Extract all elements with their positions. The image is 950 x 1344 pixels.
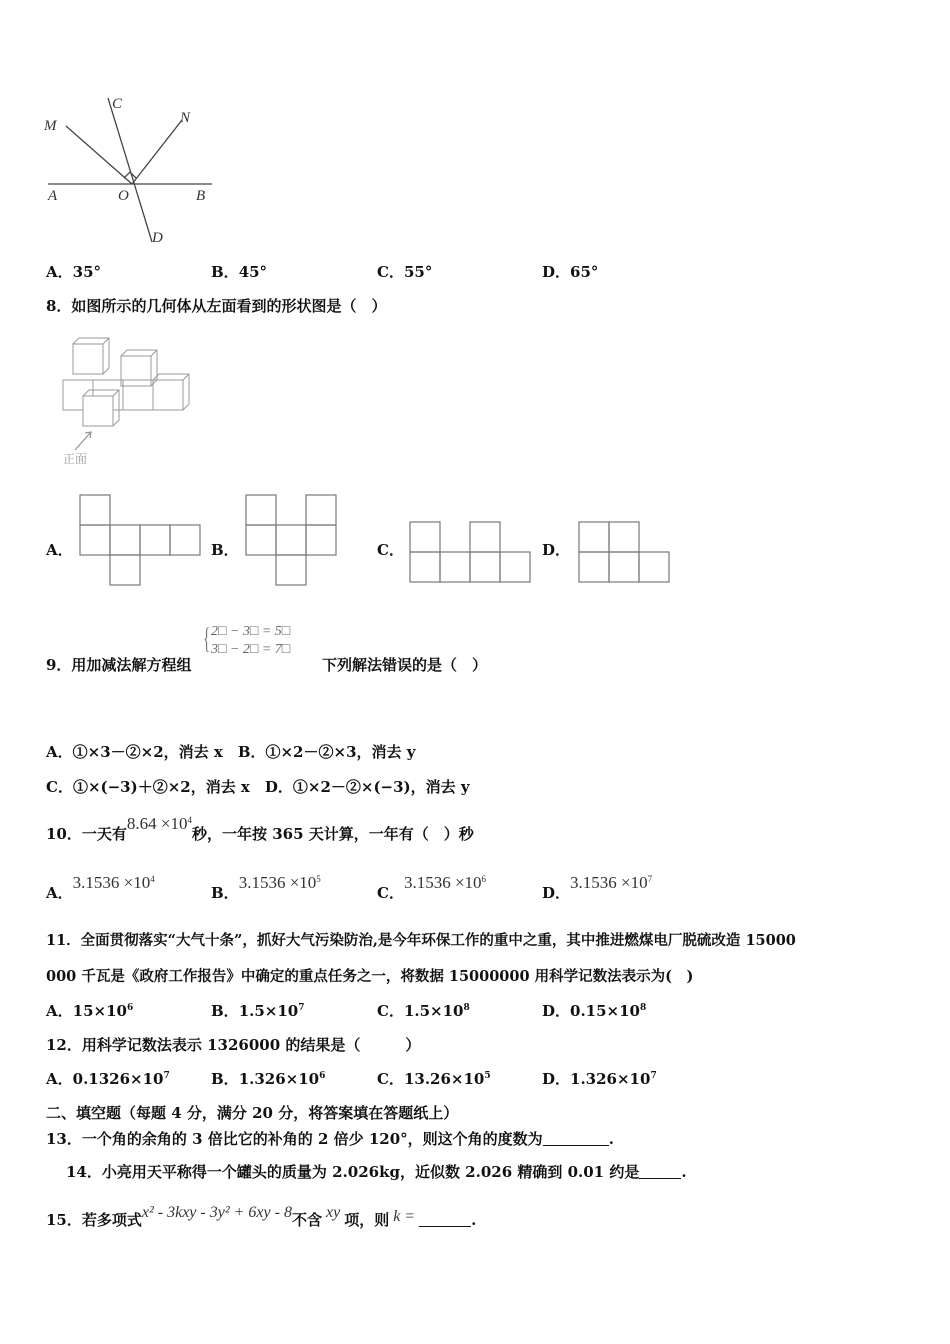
q8-option-a-label[interactable]: A． bbox=[46, 541, 73, 559]
q10-option-a[interactable] bbox=[46, 873, 155, 903]
q11-option-b[interactable] bbox=[211, 1000, 305, 1021]
option-base: 15×10 bbox=[72, 1002, 127, 1020]
option-letter: A． bbox=[46, 1070, 73, 1088]
q8-option-a-figure[interactable] bbox=[78, 493, 202, 589]
option-letter: D． bbox=[542, 1002, 571, 1020]
option-text: 65° bbox=[570, 263, 599, 281]
q15-end: . bbox=[471, 1211, 477, 1229]
option-base: 1.5×10 bbox=[403, 1002, 464, 1020]
q12-option-b[interactable] bbox=[211, 1068, 325, 1089]
q15-polynomial: x² - 3kxy - 3y² + 6xy - 8 bbox=[141, 1204, 292, 1221]
q7-option-b[interactable] bbox=[211, 261, 267, 282]
q15 bbox=[46, 1204, 477, 1230]
option-letter: A． bbox=[46, 884, 73, 902]
equation-2: 3□ − 2□ = 7□ bbox=[211, 642, 291, 657]
exponent: 8 bbox=[463, 1003, 470, 1013]
label-n: N bbox=[180, 110, 191, 126]
q9-options-ab[interactable]: A．①×3－②×2，消去 x B．①×2－②×3，消去 y bbox=[46, 743, 416, 761]
q15-answer-blank[interactable] bbox=[419, 1212, 471, 1227]
q11-stem-line-1: 11．全面贯彻落实“大气十条”，抓好大气污染防治,是今年环保工作的重中之重，其中推进燃煤电厂脱硫改造 15000 bbox=[46, 932, 796, 949]
mantissa: 3.1536 ×10 bbox=[570, 873, 648, 892]
option-base: 0.15×10 bbox=[570, 1002, 640, 1020]
option-letter: D． bbox=[542, 263, 571, 281]
exponent: 6 bbox=[481, 874, 487, 884]
q10-option-c[interactable] bbox=[377, 873, 487, 903]
right-angle-mark bbox=[124, 172, 136, 178]
mantissa: 3.1536 ×10 bbox=[238, 873, 317, 892]
q10-stem bbox=[46, 814, 474, 844]
option-letter: A． bbox=[46, 263, 73, 281]
q8-stem: 8．如图所示的几何体从左面看到的形状图是（ ） bbox=[46, 297, 387, 315]
q9-options-cd[interactable]: C．①×(−3)＋②×2，消去 x D．①×2－②×(−3)，消去 y bbox=[46, 778, 470, 796]
q13-end: . bbox=[608, 1130, 614, 1148]
exponent: 5 bbox=[484, 1071, 491, 1081]
q11-option-c[interactable] bbox=[377, 1000, 470, 1021]
q8-option-d-figure[interactable] bbox=[577, 520, 673, 586]
q8-option-c-label[interactable]: C． bbox=[377, 541, 404, 559]
exponent: 6 bbox=[319, 1071, 326, 1081]
option-base: 1.326×10 bbox=[570, 1070, 651, 1088]
option-letter: D． bbox=[542, 1070, 571, 1088]
option-value bbox=[73, 873, 155, 892]
q13 bbox=[46, 1128, 614, 1149]
exponent: 4 bbox=[187, 815, 192, 825]
q10-prefix: 10．一天有 bbox=[46, 825, 127, 843]
exponent: 7 bbox=[163, 1071, 170, 1081]
q12-option-a[interactable] bbox=[46, 1068, 170, 1089]
label-d: D bbox=[152, 230, 163, 246]
q15-suffix: 项，则 bbox=[344, 1211, 390, 1229]
q10-value bbox=[127, 814, 192, 833]
option-text: 45° bbox=[238, 263, 268, 281]
option-letter: B． bbox=[211, 1070, 239, 1088]
q14-end: . bbox=[681, 1163, 687, 1181]
equation-system bbox=[203, 624, 323, 660]
q15-term: xy bbox=[325, 1204, 341, 1221]
q8-option-b-label[interactable]: B． bbox=[211, 541, 239, 559]
q8-option-c-figure[interactable] bbox=[408, 520, 534, 586]
q7-option-c[interactable] bbox=[377, 261, 432, 282]
exponent: 4 bbox=[150, 874, 155, 884]
label-m: M bbox=[44, 118, 57, 134]
exponent: 7 bbox=[647, 874, 653, 884]
mantissa: 8.64 ×10 bbox=[126, 814, 188, 833]
exponent: 5 bbox=[316, 874, 321, 884]
q12-option-c[interactable] bbox=[377, 1068, 491, 1089]
option-base: 1.5×10 bbox=[238, 1002, 299, 1020]
option-letter: B． bbox=[211, 1002, 239, 1020]
q7-option-d[interactable] bbox=[542, 261, 598, 282]
equation-1: 2□ − 3□ = 5□ bbox=[211, 624, 291, 639]
option-letter: A． bbox=[46, 1002, 73, 1020]
left-brace-icon: { bbox=[203, 622, 211, 655]
q13-answer-blank[interactable] bbox=[543, 1131, 609, 1146]
q8-option-b-figure[interactable] bbox=[244, 493, 340, 589]
exponent: 6 bbox=[126, 1003, 134, 1013]
option-base: 13.26×10 bbox=[403, 1070, 485, 1088]
option-letter: B． bbox=[211, 884, 239, 902]
option-text: 35° bbox=[72, 263, 102, 281]
option-letter: C． bbox=[377, 1002, 404, 1020]
angle-figure bbox=[40, 92, 220, 252]
section-2-title: 二、填空题（每题 4 分，满分 20 分，将答案填在答题纸上） bbox=[46, 1104, 459, 1122]
q14 bbox=[66, 1161, 687, 1182]
q9-stem-prefix: 9．用加减法解方程组 bbox=[46, 656, 192, 674]
q13-text: 13．一个角的余角的 3 倍比它的补角的 2 倍少 120°，则这个角的度数为 bbox=[46, 1130, 543, 1148]
mantissa: 3.1536 ×10 bbox=[403, 873, 482, 892]
q7-option-a[interactable] bbox=[46, 261, 101, 282]
exponent: 7 bbox=[298, 1003, 305, 1013]
q11-stem-line-2: 000 千瓦是《政府工作报告》中确定的重点任务之一，将数据 15000000 用科学记数法表示为( ) bbox=[46, 968, 694, 985]
q14-text: 14．小亮用天平称得一个罐头的质量为 2.026kg，近似数 2.026 精确到 0.01 约是 bbox=[66, 1163, 640, 1181]
option-letter: C． bbox=[377, 1070, 404, 1088]
option-letter: C． bbox=[377, 884, 404, 902]
front-label: 正面 bbox=[63, 452, 88, 466]
q15-prefix: 15．若多项式 bbox=[46, 1211, 142, 1229]
option-value bbox=[570, 873, 652, 892]
label-o: O bbox=[118, 188, 129, 204]
q14-answer-blank[interactable] bbox=[639, 1164, 681, 1179]
q15-k: k = bbox=[393, 1208, 416, 1225]
q11-option-d[interactable] bbox=[542, 1000, 646, 1021]
q9-stem-suffix: 下列解法错误的是（ ） bbox=[322, 656, 488, 674]
label-b: B bbox=[196, 188, 206, 204]
q10-option-d[interactable] bbox=[542, 873, 653, 903]
option-value bbox=[239, 873, 321, 892]
solid-figure bbox=[55, 330, 200, 470]
q15-mid: 不含 bbox=[291, 1211, 322, 1229]
option-letter: D． bbox=[542, 884, 571, 902]
q12-option-d[interactable] bbox=[542, 1068, 657, 1089]
label-c: C bbox=[112, 96, 123, 112]
option-letter: C． bbox=[377, 263, 404, 281]
q12-stem: 12．用科学记数法表示 1326000 的结果是（ ） bbox=[46, 1036, 421, 1054]
option-text: 55° bbox=[403, 263, 433, 281]
q10-suffix: 秒，一年按 365 天计算，一年有（ ）秒 bbox=[191, 825, 474, 843]
option-base: 0.1326×10 bbox=[72, 1070, 164, 1088]
option-value bbox=[404, 873, 486, 892]
exponent: 8 bbox=[640, 1003, 647, 1013]
q11-option-a[interactable] bbox=[46, 1000, 133, 1021]
mantissa: 3.1536 ×10 bbox=[72, 873, 151, 892]
ray-om bbox=[66, 126, 132, 184]
exponent: 7 bbox=[650, 1071, 657, 1081]
q10-option-b[interactable] bbox=[211, 873, 321, 903]
option-base: 1.326×10 bbox=[238, 1070, 320, 1088]
label-a: A bbox=[48, 188, 58, 204]
line-cd bbox=[108, 98, 152, 242]
q8-option-d-label[interactable]: D． bbox=[542, 541, 571, 559]
ray-on bbox=[132, 120, 182, 184]
option-letter: B． bbox=[211, 263, 239, 281]
